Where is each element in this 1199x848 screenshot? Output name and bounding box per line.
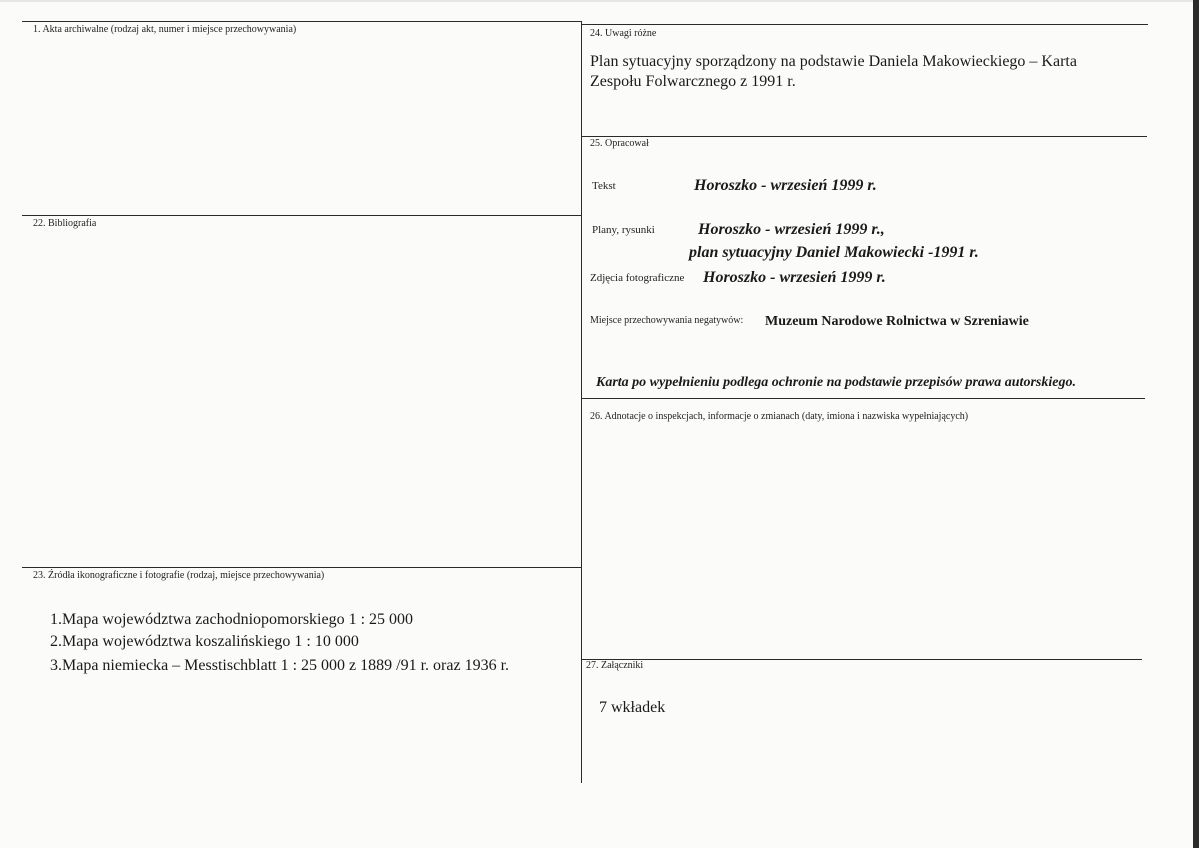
field-26-label: 26. Adnotacje o inspekcjach, informacje o zmianach (daty, imiona i nazwiska wypełniających): [590, 411, 969, 422]
negatywy-label: Miejsce przechowywania negatywów:: [590, 315, 744, 326]
attachments-value: 7 wkładek: [599, 699, 666, 716]
right-edge: [1193, 0, 1199, 848]
plany-label: Plany, rysunki: [592, 224, 655, 236]
top-rule-left: [22, 21, 582, 22]
remarks-line-2: Zespołu Folwarcznego z 1991 r.: [590, 73, 796, 90]
plany-value-2: plan sytuacyjny Daniel Makowiecki -1991 r.: [689, 244, 979, 261]
field-23-label: 23. Źródła ikonograficzne i fotografie (rodzaj, miejsce przechowywania): [33, 570, 325, 581]
field-22-label: 22. Bibliografia: [33, 218, 97, 229]
source-item-3: 3.Mapa niemiecka – Messtischblatt 1 : 25 000 z 1889 /91 r. oraz 1936 r.: [50, 657, 510, 674]
source-item-1: 1.Mapa województwa zachodniopomorskiego 1 : 25 000: [50, 611, 414, 628]
plany-value-1: Horoszko - wrzesień 1999 r.,: [698, 221, 885, 238]
rule-bibliografia: [22, 215, 582, 216]
rule-adnotacje: [582, 398, 1145, 399]
rule-opracowal: [582, 136, 1147, 137]
negatywy-value: Muzeum Narodowe Rolnictwa w Szreniawie: [765, 314, 1029, 329]
copyright-note: Karta po wypełnieniu podlega ochronie na podstawie przepisów prawa autorskiego.: [596, 375, 1076, 390]
field-27-label: 27. Załączniki: [586, 660, 644, 671]
tekst-value: Horoszko - wrzesień 1999 r.: [694, 177, 877, 194]
top-edge: [0, 0, 1199, 2]
source-item-2: 2.Mapa województwa koszalińskiego 1 : 10 000: [50, 633, 359, 650]
zdjecia-value: Horoszko - wrzesień 1999 r.: [703, 269, 886, 286]
field-25-label: 25. Opracował: [590, 138, 649, 149]
field-1-label: 1. Akta archiwalne (rodzaj akt, numer i miejsce przechowywania): [33, 24, 297, 35]
tekst-label: Tekst: [592, 180, 616, 192]
remarks-line-1: Plan sytuacyjny sporządzony na podstawie Daniela Makowieckiego – Karta: [590, 53, 1077, 70]
field-24-label: 24. Uwagi różne: [590, 28, 657, 39]
top-rule-right: [582, 24, 1148, 25]
rule-zalaczniki: [582, 659, 1142, 660]
rule-zrodla: [22, 567, 582, 568]
zdjecia-label: Zdjęcia fotograficzne: [590, 272, 685, 284]
